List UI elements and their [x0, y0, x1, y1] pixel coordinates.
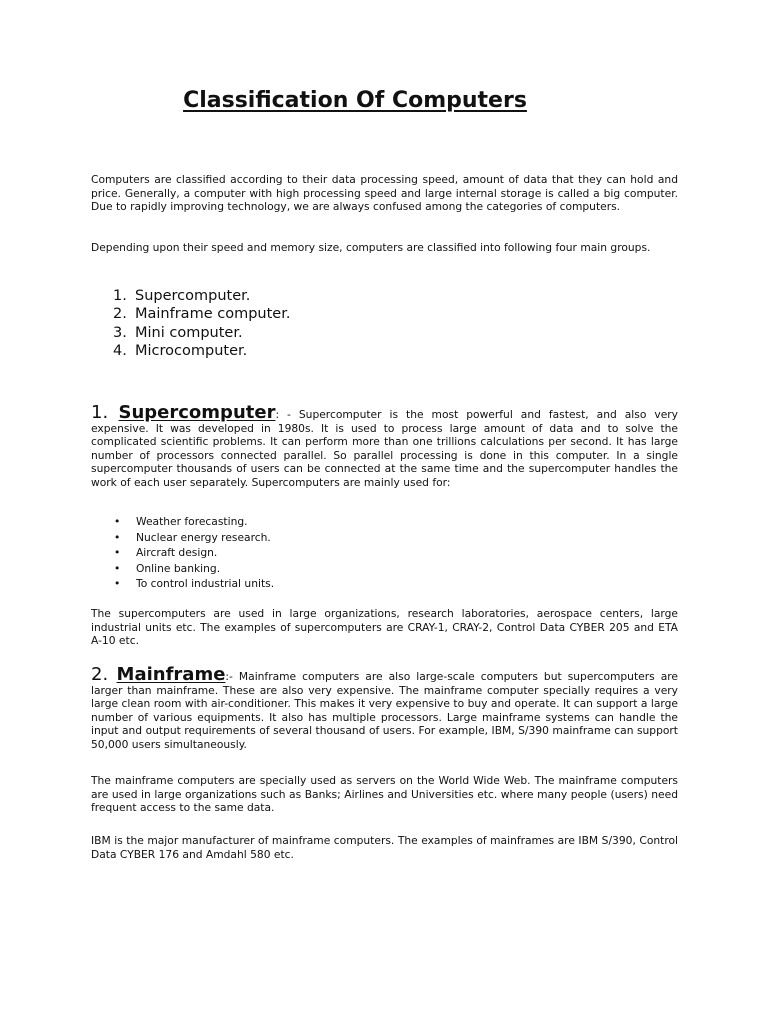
list-item	[113, 324, 290, 342]
list-item-label: Mainframe computer.	[135, 306, 291, 323]
list-item-label: Mini computer.	[135, 324, 243, 341]
list-item	[114, 576, 274, 592]
list-number: 2.	[113, 306, 127, 323]
list-item	[113, 342, 290, 360]
heading-separator: : -	[275, 408, 299, 421]
intro-paragraph-2: Depending upon their speed and memory size, computers are classified into following four main groups.	[91, 241, 651, 254]
list-item	[114, 545, 274, 561]
section-heading	[91, 402, 275, 423]
list-item-label: Supercomputer.	[135, 288, 251, 304]
list-item	[114, 530, 274, 546]
section-heading	[91, 664, 225, 685]
bullet-icon: •	[114, 577, 121, 590]
bullet-icon: •	[114, 546, 121, 559]
supercomputer-uses-list	[114, 514, 274, 592]
section-heading-word: Mainframe	[116, 664, 226, 685]
section-number: 1.	[91, 402, 109, 423]
list-item-label: Online banking.	[136, 561, 221, 575]
supercomputer-section	[91, 402, 678, 490]
bullet-icon: •	[114, 515, 121, 528]
list-item-label: Nuclear energy research.	[136, 530, 271, 544]
list-item-label: To control industrial units.	[136, 577, 275, 590]
list-number: 3.	[113, 324, 127, 341]
section-body: Mainframe computers are also large-scale computers but supercomputers are larger than mainframe. These are also very expensive. The mainframe computer specially requires a very large clean room with air-conditioner. This makes it very expensive to buy and operate. It can support a large number of various equipments. It also has multiple processors. Large mainframe systems can handle the input and output requirements of several thousand of users. For example, IBM, S/390 mainframe can support 50,000 users simultaneously.	[91, 670, 678, 751]
list-item-label: Microcomputer.	[135, 343, 248, 360]
heading-separator: :-	[225, 670, 239, 683]
list-item	[114, 514, 274, 530]
bullet-icon: •	[114, 561, 121, 575]
list-item	[113, 287, 290, 305]
section-body: Supercomputer is the most powerful and fastest, and also very expensive. It was developed in 1980s. It is used to process large amount of data and to solve the complicated scientific problems. It can perform more than one trillions calculations per second. It has large number of processors connected parallel. So parallel processing is done in this computer. In a single supercomputer thousands of users can be connected at the same time and the supercomputer handles the work of each user separately. Supercomputers are mainly used for:	[91, 408, 678, 489]
list-item	[113, 305, 290, 323]
mainframe-section	[91, 664, 678, 752]
list-number: 1.	[113, 288, 127, 304]
list-number: 4.	[113, 343, 127, 360]
supercomputer-examples-paragraph: The supercomputers are used in large organizations, research laboratories, aerospace centers, large industrial units etc. The examples of supercomputers are CRAY-1, CRAY-2, Control Data CYBER 205 and ETA A-10 etc.	[91, 607, 678, 648]
mainframe-usage-paragraph: The mainframe computers are specially used as servers on the World Wide Web. The mainframe computers are used in large organizations such as Banks; Airlines and Universities etc. where many people (users) need frequent access to the same data.	[91, 774, 678, 815]
list-item	[114, 561, 274, 577]
computer-groups-list	[113, 287, 290, 361]
section-heading-word: Supercomputer	[118, 402, 276, 423]
page-title: Classification Of Computers	[183, 88, 527, 113]
bullet-icon: •	[114, 530, 121, 544]
mainframe-examples-paragraph: IBM is the major manufacturer of mainframe computers. The examples of mainframes are IBM S/390, Control Data CYBER 176 and Amdahl 580 etc.	[91, 834, 678, 861]
intro-paragraph-1: Computers are classified according to their data processing speed, amount of data that they can hold and price. Generally, a computer with high processing speed and large internal storage is called a big computer. Due to rapidly improving technology, we are always confused among the categories of computers.	[91, 173, 678, 214]
list-item-label: Weather forecasting.	[136, 515, 248, 528]
section-number: 2.	[91, 664, 109, 685]
list-item-label: Aircraft design.	[136, 546, 218, 559]
